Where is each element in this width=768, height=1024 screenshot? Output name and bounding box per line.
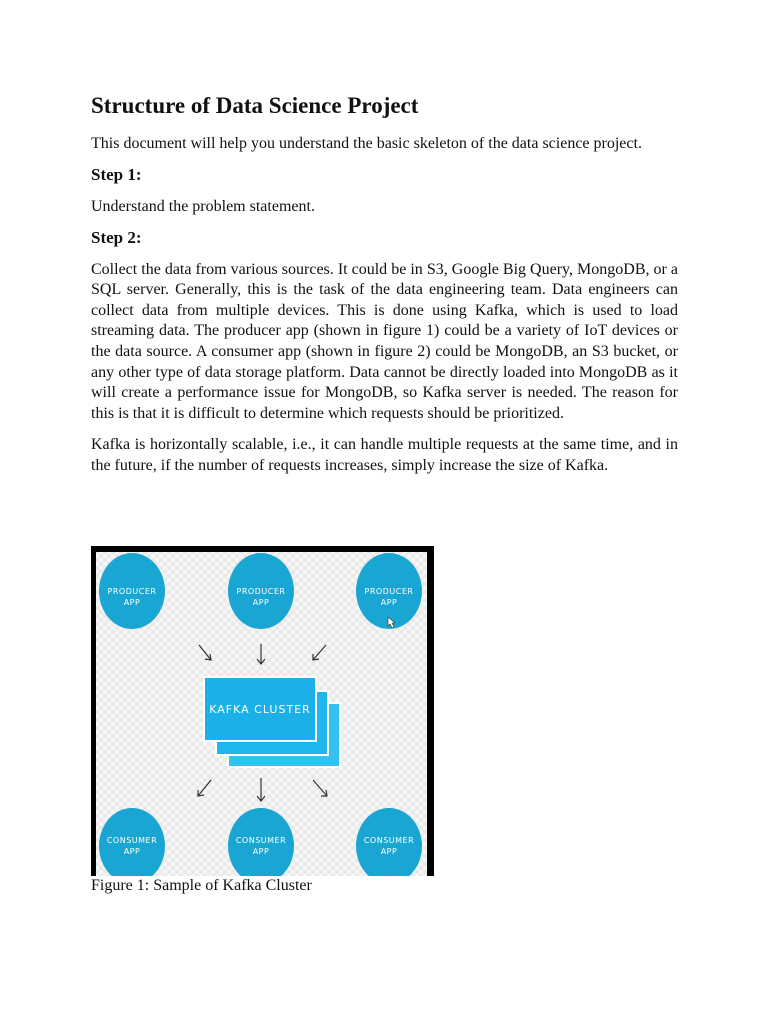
svg-text:CONSUMER: CONSUMER bbox=[363, 836, 415, 845]
svg-text:CONSUMER: CONSUMER bbox=[235, 836, 287, 845]
svg-text:PRODUCER: PRODUCER bbox=[364, 587, 414, 596]
producer-node-3 bbox=[356, 553, 422, 629]
document-title: Structure of Data Science Project bbox=[91, 93, 419, 118]
svg-text:APP: APP bbox=[252, 847, 270, 856]
svg-text:PRODUCER: PRODUCER bbox=[107, 587, 157, 596]
step-1-heading: Step 1: bbox=[91, 165, 142, 185]
kafka-cluster-figure bbox=[91, 546, 434, 876]
svg-text:APP: APP bbox=[380, 847, 398, 856]
step-2-paragraph-2: Kafka is horizontally scalable, i.e., it can handle multiple requests at the same time, and in the future, if the number of requests increases, simply increase the size of Kafka. bbox=[91, 436, 678, 474]
svg-text:APP: APP bbox=[380, 598, 398, 607]
kafka-cluster-box bbox=[204, 677, 340, 767]
figure-caption: Figure 1: Sample of Kafka Cluster bbox=[91, 877, 312, 894]
svg-text:PRODUCER: PRODUCER bbox=[236, 587, 286, 596]
producer-node-2 bbox=[228, 553, 294, 629]
svg-text:KAFKA CLUSTER: KAFKA CLUSTER bbox=[209, 703, 311, 716]
svg-text:APP: APP bbox=[252, 598, 270, 607]
step-1-paragraph: Understand the problem statement. bbox=[91, 197, 315, 215]
kafka-diagram bbox=[91, 546, 434, 876]
step-2-paragraph-1: Collect the data from various sources. It could be in S3, Google Big Query, MongoDB, or a SQL server. Generally, this is the task of the data engineering team. Data engineers can collect data from multiple devices. This is done using Kafka, which is used to load streaming data. The producer app (shown in figure 1) could be a variety of IoT devices or the data source. A consumer app (shown in figure 2) could be MongoDB, an S3 bucket, or any other type of data storage platform. Data cannot be directly loaded into MongoDB as it will create a performance issue for MongoDB, so Kafka server is needed. The reason for this is that it is difficult to determine which requests should be prioritized. bbox=[91, 260, 678, 422]
svg-text:CONSUMER: CONSUMER bbox=[106, 836, 158, 845]
intro-paragraph: This document will help you understand the basic skeleton of the data science project. bbox=[91, 134, 642, 152]
producer-node-1 bbox=[99, 553, 165, 629]
document-body bbox=[91, 92, 678, 488]
svg-text:APP: APP bbox=[123, 847, 141, 856]
svg-text:APP: APP bbox=[123, 598, 141, 607]
step-2-heading: Step 2: bbox=[91, 228, 142, 248]
